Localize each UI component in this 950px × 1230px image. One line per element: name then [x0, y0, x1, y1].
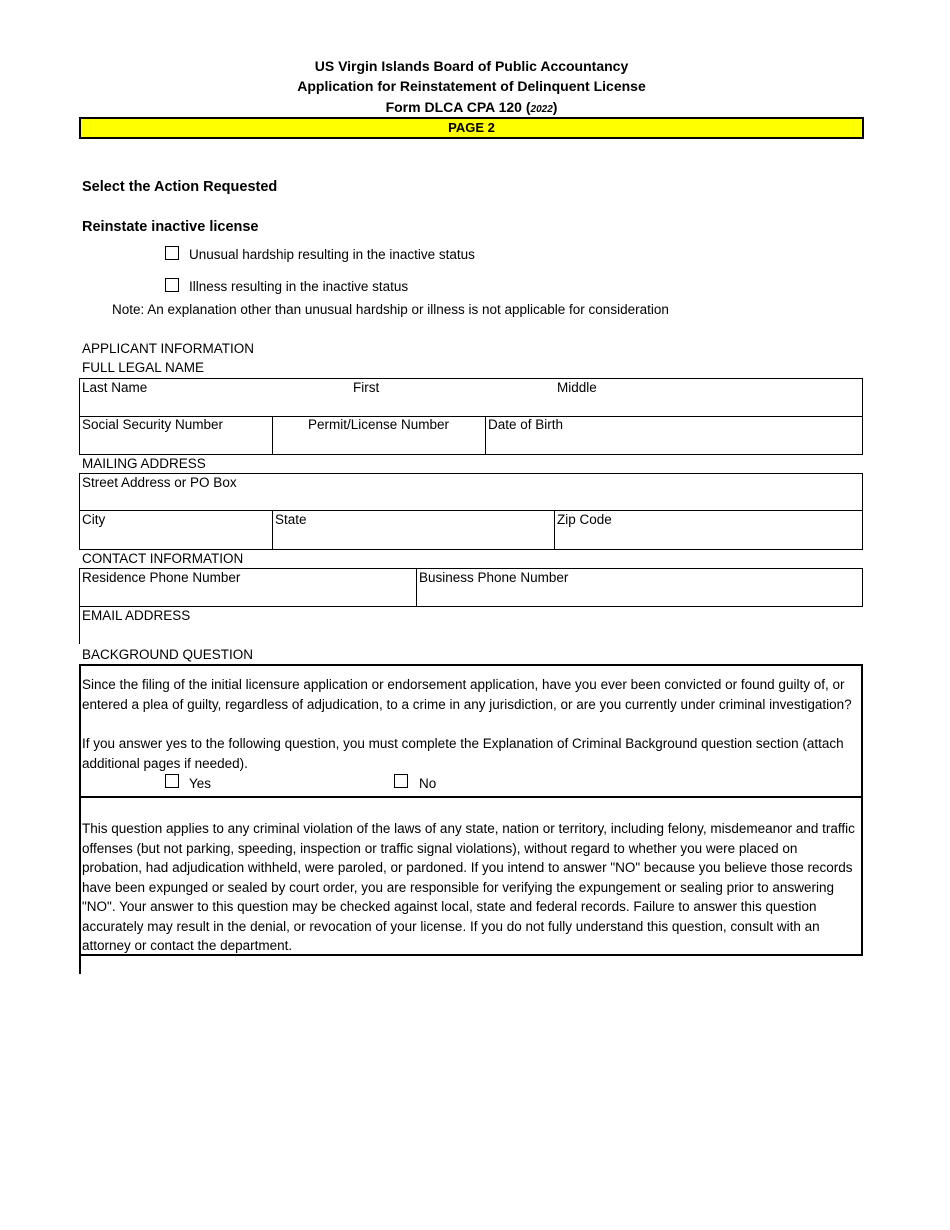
no-label: No [419, 776, 437, 791]
illness-label: Illness resulting in the inactive status [189, 279, 409, 294]
note-text: Note: An explanation other than unusual hardship or illness is not applicable for consideration [112, 302, 669, 317]
city-field[interactable]: City [82, 512, 106, 527]
middle-name-field[interactable]: Middle [557, 380, 597, 395]
hardship-label: Unusual hardship resulting in the inactive status [189, 247, 475, 262]
state-field[interactable]: State [275, 512, 307, 527]
background-question-text: Since the filing of the initial licensure application or endorsement application, have you ever been convicted or found guilty of, or entered a plea of guilty, regardless of adjudication, to a crime in any jurisdiction, or are you currently under criminal investigation? [82, 677, 852, 712]
ssn-field[interactable]: Social Security Number [82, 417, 224, 432]
yes-label: Yes [189, 776, 212, 791]
zip-code-field[interactable]: Zip Code [557, 512, 612, 527]
form-number: Form DLCA CPA 120 (2022) [385, 99, 558, 115]
no-checkbox[interactable] [394, 774, 408, 788]
hardship-checkbox[interactable] [165, 246, 179, 260]
email-left-border [79, 607, 80, 644]
background-box [79, 664, 863, 956]
applicant-table [79, 378, 863, 455]
residence-phone-field[interactable]: Residence Phone Number [82, 570, 241, 585]
action-heading: Select the Action Requested [82, 179, 278, 195]
yes-checkbox[interactable] [165, 774, 179, 788]
last-name-field[interactable]: Last Name [82, 380, 148, 395]
contact-table [79, 568, 863, 607]
background-section-label: BACKGROUND QUESTION [82, 647, 254, 662]
form-year: 2022 [530, 104, 553, 115]
applicant-section-label: APPLICANT INFORMATION [82, 341, 255, 356]
mailing-section-label: MAILING ADDRESS [82, 456, 206, 471]
page-banner: PAGE 2 [79, 117, 864, 139]
background-explanation-text: This question applies to any criminal violation of the laws of any state, nation or territory, including felony, misdemeanor and traffic offenses (but not parking, speeding, inspection or traffic signal violations), without regard to whether you were placed on probation, had adjudication withheld, were paroled, or pardoned. If you intend to answer "NO" because you believe those records have been expunged or sealed by court order, you are responsible for verifying the expungement or sealing prior to answering "NO". Your answer to this question may be checked against local, state and federal records. Failure to answer this question accurately may result in the denial, or revocation of your license. If you do not fully understand this question, consult with an attorney or contact the department. [82, 821, 855, 953]
full-legal-name-label: FULL LEGAL NAME [82, 360, 205, 375]
mailing-table [79, 473, 863, 550]
permit-license-field[interactable]: Permit/License Number [308, 417, 450, 432]
first-name-field[interactable]: First [353, 380, 380, 395]
board-title: US Virgin Islands Board of Public Accountancy [314, 58, 629, 74]
illness-checkbox[interactable] [165, 278, 179, 292]
contact-section-label: CONTACT INFORMATION [82, 551, 244, 566]
background-tail-border [79, 955, 81, 974]
dob-field[interactable]: Date of Birth [488, 417, 564, 432]
form-title: Application for Reinstatement of Delinquent License [297, 78, 646, 94]
background-instruction-text: If you answer yes to the following question, you must complete the Explanation of Criminal Background question section (attach additional pages if needed). [82, 736, 844, 771]
email-address-field[interactable]: EMAIL ADDRESS [82, 608, 191, 623]
business-phone-field[interactable]: Business Phone Number [419, 570, 569, 585]
reinstate-heading: Reinstate inactive license [82, 219, 259, 235]
street-address-field[interactable]: Street Address or PO Box [82, 475, 237, 490]
